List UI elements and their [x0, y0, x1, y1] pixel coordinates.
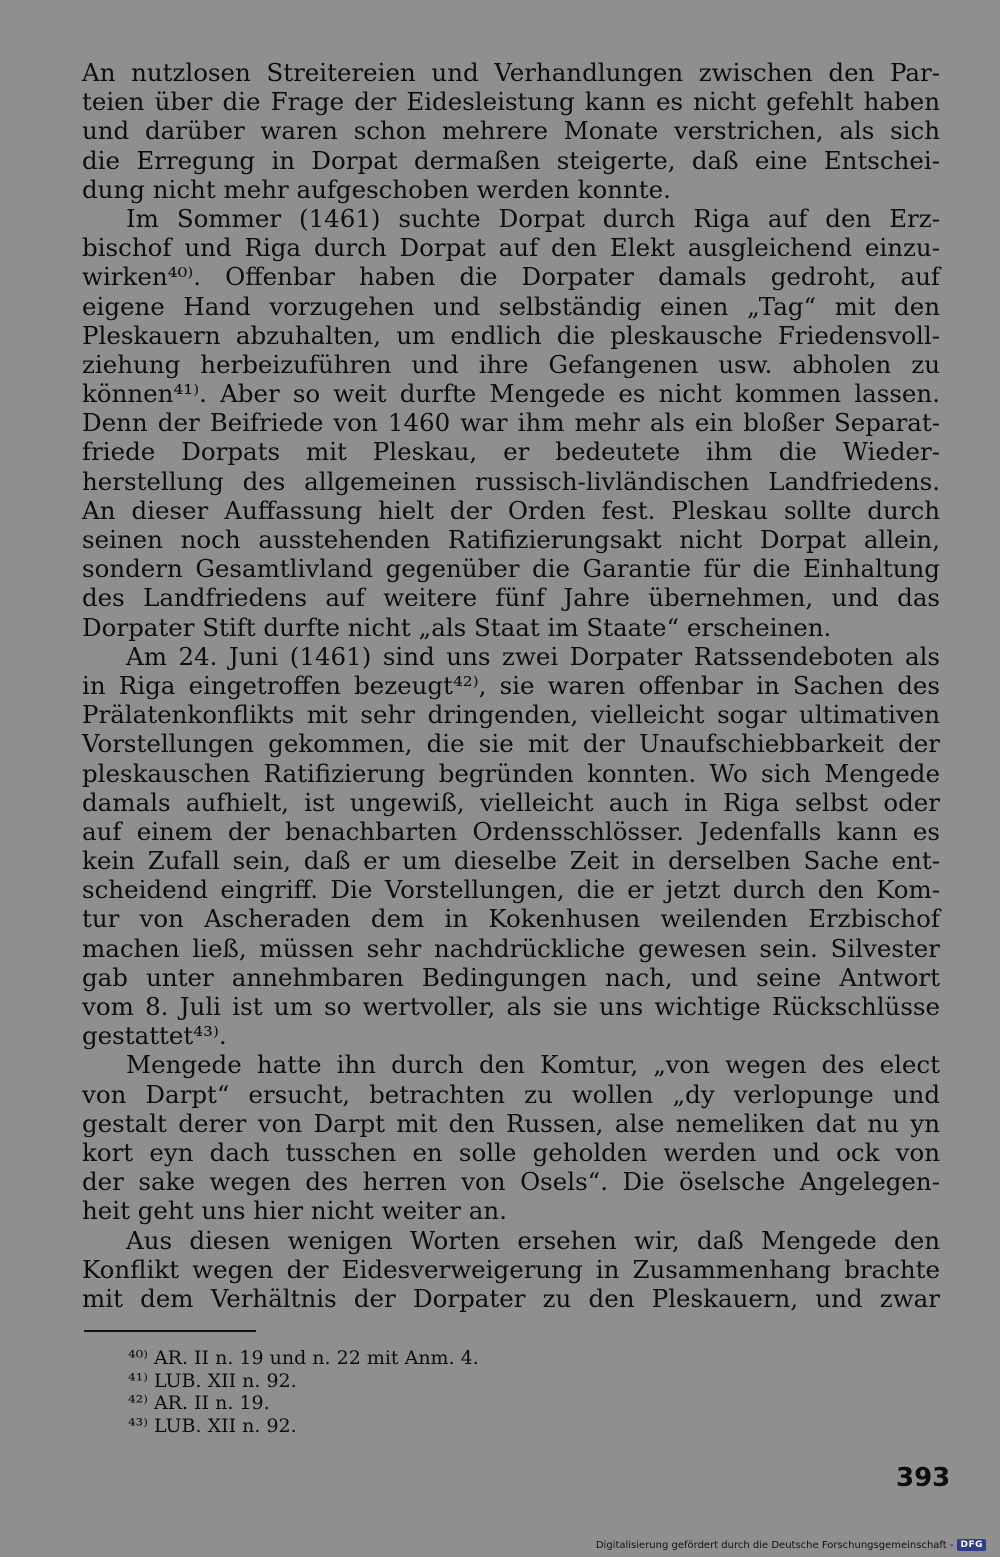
text-line: An dieser Auffassung hielt der Orden fest. Pleskau sollte durch — [82, 495, 940, 525]
text-line: die Erregung in Dorpat dermaßen steigerte, daß eine Entschei- — [82, 145, 940, 175]
text-line: machen ließ, müssen sehr nachdrückliche gewesen sein. Silvester — [82, 933, 940, 963]
text-line: scheidend eingriff. Die Vorstellungen, die er jetzt durch den Kom- — [82, 875, 940, 905]
text-line: des Landfriedens auf weitere fünf Jahre übernehmen, und das — [82, 583, 940, 613]
text-line: friede Dorpats mit Pleskau, er bedeutete ihm die Wieder- — [82, 437, 940, 467]
text-line: Mengede hatte ihn durch den Komtur, „von wegen des elect — [126, 1050, 940, 1080]
text-line: pleskauschen Ratifizierung begründen konnten. Wo sich Mengede — [82, 758, 940, 788]
text-line: Aus diesen wenigen Worten ersehen wir, daß Mengede den — [126, 1225, 940, 1255]
text-line: Prälatenkonflikts mit sehr dringenden, vielleicht sogar ultimativen — [82, 700, 940, 730]
text-line: Konflikt wegen der Eidesverweigerung in Zusammenhang brachte — [82, 1254, 940, 1284]
text-line: der sake wegen des herren von Osels“. Die öselsche Angelegen- — [82, 1167, 940, 1197]
text-line: damals aufhielt, ist ungewiß, vielleicht auch in Riga selbst oder — [82, 787, 940, 817]
text-line: können⁴¹⁾. Aber so weit durfte Mengede es nicht kommen lassen. — [82, 379, 940, 409]
page-number: 393 — [896, 1463, 951, 1493]
text-line: sondern Gesamtlivland gegenüber die Garantie für die Einhaltung — [82, 554, 940, 584]
text-line: und darüber waren schon mehrere Monate verstrichen, als sich — [82, 116, 940, 146]
text-line: vom 8. Juli ist um so wertvoller, als sie uns wichtige Rückschlüsse — [82, 992, 940, 1021]
footer-credit-text: Digitalisierung gefördert durch die Deutsche Forschungsgemeinschaft - — [595, 1539, 954, 1551]
text-line: Pleskauern abzuhalten, um endlich die pleskausche Friedensvoll- — [82, 320, 940, 350]
text-line: mit dem Verhältnis der Dorpater zu den Pleskauern, und zwar — [82, 1283, 940, 1313]
text-line: heit geht uns hier nicht weiter an. — [82, 1196, 507, 1226]
footnote-41: ⁴¹⁾ LUB. XII n. 92. — [128, 1369, 297, 1392]
dfg-logo: DFG — [957, 1539, 986, 1551]
text-line: An nutzlosen Streitereien und Verhandlungen zwischen den Par- — [82, 58, 940, 87]
text-line: Vorstellungen gekommen, die sie mit der Unaufschiebbarkeit der — [82, 729, 940, 759]
footnotes — [128, 1347, 628, 1437]
text-line: seinen noch ausstehenden Ratifizierungsakt nicht Dorpat allein, — [82, 525, 940, 554]
text-line: eigene Hand vorzugehen und selbständig einen „Tag“ mit den — [82, 291, 940, 321]
footnote-43: ⁴³⁾ LUB. XII n. 92. — [128, 1414, 297, 1437]
text-line: gab unter annehmbaren Bedingungen nach, und seine Antwort — [82, 962, 940, 992]
text-line: Denn der Beifriede von 1460 war ihm mehr als ein bloßer Separat- — [82, 408, 940, 438]
text-line: auf einem der benachbarten Ordensschlösser. Jedenfalls kann es — [82, 816, 940, 846]
text-line: ziehung herbeizuführen und ihre Gefangenen usw. abholen zu — [82, 349, 940, 379]
text-line: von Darpt“ ersucht, betrachten zu wollen „dy verlopunge und — [82, 1079, 940, 1109]
text-line: Am 24. Juni (1461) sind uns zwei Dorpater Ratssendeboten als — [126, 641, 940, 671]
body-text — [82, 58, 940, 1313]
footnote-divider — [84, 1330, 256, 1332]
text-line: in Riga eingetroffen bezeugt⁴²⁾, sie waren offenbar in Sachen des — [82, 670, 940, 700]
text-line: gestattet⁴³⁾. — [82, 1021, 227, 1051]
text-line: kort eyn dach tusschen en solle geholden werden und ock von — [82, 1137, 940, 1167]
text-line: gestalt derer von Darpt mit den Russen, alse nemeliken dat nu yn — [82, 1108, 940, 1138]
footnote-40: ⁴⁰⁾ AR. II n. 19 und n. 22 mit Anm. 4. — [128, 1347, 479, 1369]
footnote-42: ⁴²⁾ AR. II n. 19. — [128, 1392, 270, 1414]
text-line: dung nicht mehr aufgeschoben werden konnte. — [82, 174, 671, 204]
text-line: teien über die Frage der Eidesleistung kann es nicht gefehlt haben — [82, 87, 940, 117]
text-line: bischof und Riga durch Dorpat auf den Elekt ausgleichend einzu- — [82, 233, 940, 263]
text-line: wirken⁴⁰⁾. Offenbar haben die Dorpater damals gedroht, auf — [82, 262, 940, 292]
text-line: herstellung des allgemeinen russisch-livländischen Landfriedens. — [82, 466, 940, 496]
text-line: kein Zufall sein, daß er um dieselbe Zeit in derselben Sache ent- — [82, 846, 940, 876]
text-line: tur von Ascheraden dem in Kokenhusen weilenden Erzbischof — [82, 904, 940, 934]
text-line: Dorpater Stift durfte nicht „als Staat im Staate“ erscheinen. — [82, 612, 832, 642]
digitization-footer — [596, 1539, 986, 1551]
text-line: Im Sommer (1461) suchte Dorpat durch Riga auf den Erz- — [126, 203, 940, 233]
